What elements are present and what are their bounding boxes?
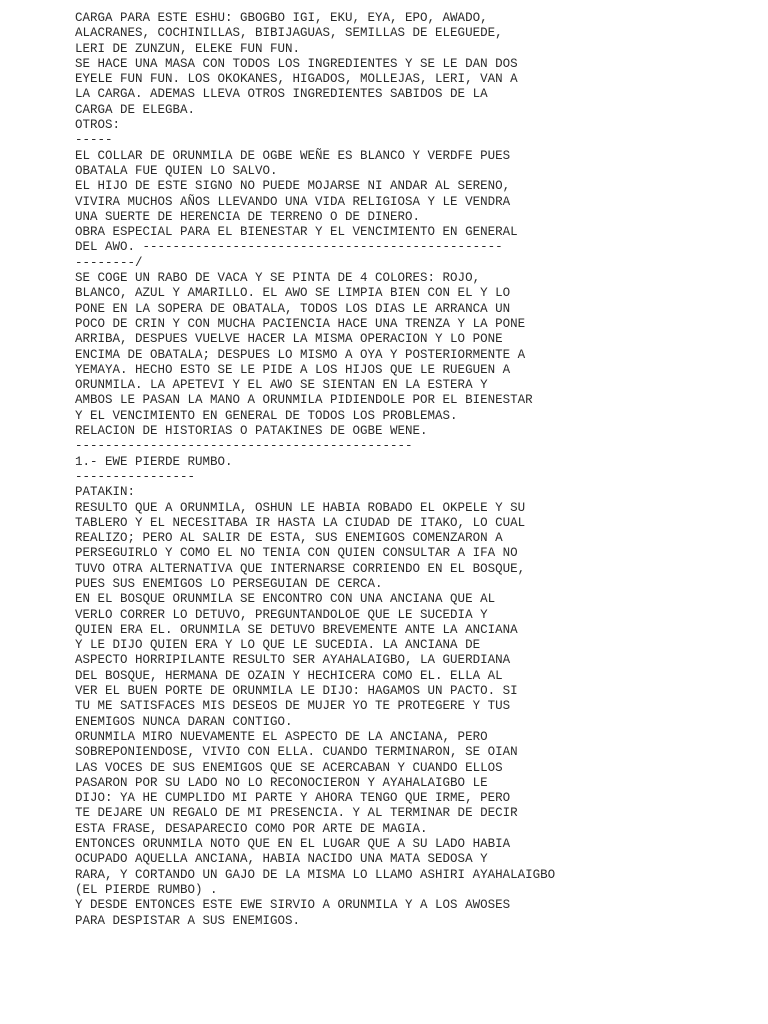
text-line: DEL BOSQUE, HERMANA DE OZAIN Y HECHICERA COMO EL. ELLA AL: [75, 668, 503, 683]
text-line: TUVO OTRA ALTERNATIVA QUE INTERNARSE CORRIENDO EN EL BOSQUE,: [75, 561, 526, 576]
text-line: TE DEJARE UN REGALO DE MI PRESENCIA. Y AL TERMINAR DE DECIR: [75, 806, 518, 821]
divider: -----: [75, 133, 113, 148]
text-line: VERLO CORRER LO DETUVO, PREGUNTANDOLOE QUE LE SUCEDIA Y: [75, 607, 488, 622]
text-line: LERI DE ZUNZUN, ELEKE FUN FUN.: [75, 41, 301, 56]
text-line: PERSEGUIRLO Y COMO EL NO TENIA CON QUIEN CONSULTAR A IFA NO: [75, 546, 518, 561]
section-heading: RELACION DE HISTORIAS O PATAKINES DE OGBE WENE.: [75, 424, 428, 439]
text-line: UNA SUERTE DE HERENCIA DE TERRENO O DE DINERO.: [75, 209, 421, 224]
text-line: DIJO: YA HE CUMPLIDO MI PARTE Y AHORA TENGO QUE IRME, PERO: [75, 791, 511, 806]
text-line: POCO DE CRIN Y CON MUCHA PACIENCIA HACE UNA TRENZA Y LA PONE: [75, 316, 526, 331]
text-line: EL COLLAR DE ORUNMILA DE OGBE WEÑE ES BLANCO Y VERDFE PUES: [75, 148, 511, 163]
text-line: LA CARGA. ADEMAS LLEVA OTROS INGREDIENTES SABIDOS DE LA: [75, 87, 488, 102]
divider: --------/: [75, 255, 143, 270]
text-line: EL HIJO DE ESTE SIGNO NO PUEDE MOJARSE NI ANDAR AL SERENO,: [75, 179, 511, 194]
text-line: Y DESDE ENTONCES ESTE EWE SIRVIO A ORUNMILA Y A LOS AWOSES: [75, 898, 511, 913]
text-line: PASARON POR SU LADO NO LO RECONOCIERON Y AYAHALAIGBO LE: [75, 775, 488, 790]
text-line: ORUNMILA MIRO NUEVAMENTE EL ASPECTO DE LA ANCIANA, PERO: [75, 729, 488, 744]
text-line: PARA DESPISTAR A SUS ENEMIGOS.: [75, 913, 301, 928]
story-title: 1.- EWE PIERDE RUMBO.: [75, 454, 233, 469]
section-heading: OTROS:: [75, 118, 121, 133]
text-line: SOBREPONIENDOSE, VIVIO CON ELLA. CUANDO TERMINARON, SE OIAN: [75, 745, 518, 760]
text-line: RESULTO QUE A ORUNMILA, OSHUN LE HABIA ROBADO EL OKPELE Y SU: [75, 500, 526, 515]
text-line: ENCIMA DE OBATALA; DESPUES LO MISMO A OYA Y POSTERIORMENTE A: [75, 347, 526, 362]
text-line: ARRIBA, DESPUES VUELVE HACER LA MISMA OPERACION Y LO PONE: [75, 332, 503, 347]
text-line: QUIEN ERA EL. ORUNMILA SE DETUVO BREVEMENTE ANTE LA ANCIANA: [75, 622, 518, 637]
text-line: ENTONCES ORUNMILA NOTO QUE EN EL LUGAR QUE A SU LADO HABIA: [75, 837, 511, 852]
section-heading: PATAKIN:: [75, 485, 136, 500]
text-line: OCUPADO AQUELLA ANCIANA, HABIA NACIDO UNA MATA SEDOSA Y: [75, 852, 488, 867]
divider: ---------------------------------------------: [75, 439, 413, 454]
text-line: SE HACE UNA MASA CON TODOS LOS INGREDIENTES Y SE LE DAN DOS: [75, 56, 518, 71]
text-line: PUES SUS ENEMIGOS LO PERSEGUIAN DE CERCA.: [75, 576, 383, 591]
section-heading: OBRA ESPECIAL PARA EL BIENESTAR Y EL VENCIMIENTO EN GENERAL: [75, 225, 518, 240]
text-line: ASPECTO HORRIPILANTE RESULTO SER AYAHALAIGBO, LA GUERDIANA: [75, 653, 511, 668]
text-line: ESTA FRASE, DESAPARECIO COMO POR ARTE DE MAGIA.: [75, 821, 428, 836]
text-line: Y LE DIJO QUIEN ERA Y LO QUE LE SUCEDIA. LA ANCIANA DE: [75, 638, 481, 653]
text-line: TU ME SATISFACES MIS DESEOS DE MUJER YO TE PROTEGERE Y TUS: [75, 699, 511, 714]
text-line: VER EL BUEN PORTE DE ORUNMILA LE DIJO: HAGAMOS UN PACTO. SI: [75, 684, 518, 699]
text-line: Y EL VENCIMIENTO EN GENERAL DE TODOS LOS PROBLEMAS.: [75, 408, 458, 423]
text-line: TABLERO Y EL NECESITABA IR HASTA LA CIUDAD DE ITAKO, LO CUAL: [75, 515, 526, 530]
text-line: SE COGE UN RABO DE VACA Y SE PINTA DE 4 COLORES: ROJO,: [75, 271, 481, 286]
text-line: VIVIRA MUCHOS AÑOS LLEVANDO UNA VIDA RELIGIOSA Y LE VENDRA: [75, 194, 511, 209]
text-line: CARGA DE ELEGBA.: [75, 102, 196, 117]
text-line: OBATALA FUE QUIEN LO SALVO.: [75, 163, 278, 178]
text-line: REALIZO; PERO AL SALIR DE ESTA, SUS ENEMIGOS COMENZARON A: [75, 531, 503, 546]
text-line: YEMAYA. HECHO ESTO SE LE PIDE A LOS HIJOS QUE LE RUEGUEN A: [75, 362, 511, 377]
text-line: (EL PIERDE RUMBO) .: [75, 882, 218, 897]
document-page: [75, 11, 755, 929]
text-line: PONE EN LA SOPERA DE OBATALA, TODOS LOS DIAS LE ARRANCA UN: [75, 301, 511, 316]
text-line: AMBOS LE PASAN LA MANO A ORUNMILA PIDIENDOLE POR EL BIENESTAR: [75, 393, 533, 408]
text-line: ORUNMILA. LA APETEVI Y EL AWO SE SIENTAN EN LA ESTERA Y: [75, 378, 488, 393]
text-line: BLANCO, AZUL Y AMARILLO. EL AWO SE LIMPIA BIEN CON EL Y LO: [75, 286, 511, 301]
text-line: DEL AWO. ------------------------------------------------: [75, 240, 503, 255]
text-line: EN EL BOSQUE ORUNMILA SE ENCONTRO CON UNA ANCIANA QUE AL: [75, 592, 496, 607]
text-line: LAS VOCES DE SUS ENEMIGOS QUE SE ACERCABAN Y CUANDO ELLOS: [75, 760, 503, 775]
text-line: ENEMIGOS NUNCA DARAN CONTIGO.: [75, 714, 293, 729]
divider: ----------------: [75, 469, 196, 484]
text-line: RARA, Y CORTANDO UN GAJO DE LA MISMA LO LLAMO ASHIRI AYAHALAIGBO: [75, 867, 556, 882]
text-line: EYELE FUN FUN. LOS OKOKANES, HIGADOS, MOLLEJAS, LERI, VAN A: [75, 72, 518, 87]
text-line: CARGA PARA ESTE ESHU: GBOGBO IGI, EKU, EYA, EPO, AWADO,: [75, 11, 488, 25]
text-line: ALACRANES, COCHINILLAS, BIBIJAGUAS, SEMILLAS DE ELEGUEDE,: [75, 26, 503, 41]
